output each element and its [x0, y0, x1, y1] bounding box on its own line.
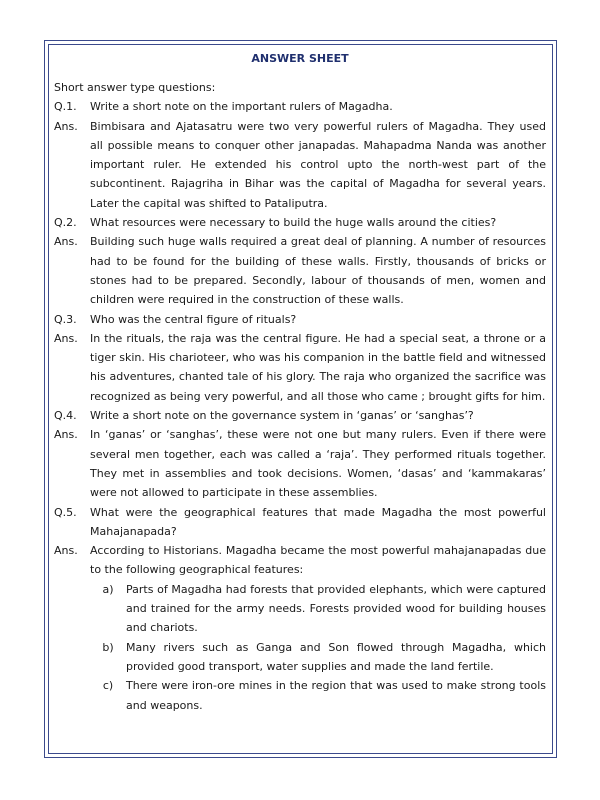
feature-list: [90, 580, 546, 715]
answer-text: Building such huge walls required a great deal of planning. A number of resources had to be found for the building of these walls. Firstly, thousands of bricks or stones had to be prepared. Secondly, labour of thousands of men, women and children were required in the construction of these walls.: [90, 235, 546, 307]
answer-label: Ans.: [54, 119, 78, 133]
page-title: ANSWER SHEET: [251, 52, 349, 65]
question-label: Q.2.: [54, 216, 77, 230]
question-text: Write a short note on the governance system in ‘ganas’ or ‘sanghas’?: [90, 409, 474, 423]
answer-row: [54, 425, 546, 502]
answer-label: Ans.: [54, 331, 78, 345]
question-row: [54, 406, 546, 425]
question-label: Q.5.: [54, 505, 77, 519]
answer-text: In the rituals, the raja was the central figure. He had a special seat, a throne or a tiger skin. His charioteer, who was his companion in the battle field and witnessed his adventures, chanted tale of his glory. The raja who organized the sacrifice was recognized as being very powerful, and all those who came ; brought gifts for him.: [90, 331, 546, 403]
question-row: [54, 503, 546, 542]
answer-row: [54, 117, 546, 213]
answer-row: [54, 541, 546, 715]
answer-body: [90, 541, 546, 715]
list-item-text: There were iron-ore mines in the region that was used to make strong tools and weapons.: [126, 679, 546, 712]
answer-text: Bimbisara and Ajatasatru were two very powerful rulers of Magadha. They used all possible means to conquer other janapadas. Mahapadma Nanda was another important ruler. He extended his control upto the north-west part of the subcontinent. Rajagriha in Bihar was the capital of Magadha for several years. Later the capital was shifted to Pataliputra.: [90, 119, 546, 210]
question-row: [54, 213, 546, 232]
list-item-label: a): [102, 582, 114, 596]
question-text: Write a short note on the important rulers of Magadha.: [90, 100, 393, 114]
answer-label: Ans.: [54, 544, 78, 558]
answer-text: In ‘ganas’ or ‘sanghas’, these were not one but many rulers. Even if there were several men together, each was called a ‘raja’. They performed rituals together. They met in assemblies and took decisions. Women, ‘dasas’ and ‘kammakaras’ were not allowed to participate in these assemblies.: [90, 428, 546, 500]
answer-label: Ans.: [54, 235, 78, 249]
list-item-text: Parts of Magadha had forests that provided elephants, which were captured and trained for the army needs. Forests provided wood for building houses and chariots.: [126, 582, 546, 635]
question-label: Q.4.: [54, 409, 77, 423]
question-label: Q.3.: [54, 312, 77, 326]
question-text: What were the geographical features that made Magadha the most powerful Mahajanapada?: [90, 505, 546, 538]
answer-text: According to Historians. Magadha became the most powerful mahajanapadas due to the following geographical features:: [90, 544, 546, 577]
answer-row: [54, 329, 546, 406]
list-item-text: Many rivers such as Ganga and Son flowed through Magadha, which provided good transport, water supplies and made the land fertile.: [126, 640, 546, 673]
question-row: [54, 310, 546, 329]
list-item-label: c): [102, 679, 114, 693]
list-item: [90, 638, 546, 677]
answer-label: Ans.: [54, 428, 78, 442]
question-label: Q.1.: [54, 100, 77, 114]
list-item-label: b): [102, 640, 114, 654]
question-text: What resources were necessary to build the huge walls around the cities?: [90, 216, 497, 230]
section-intro: Short answer type questions:: [54, 81, 216, 94]
answer-row: [54, 232, 546, 309]
list-item: [90, 580, 546, 638]
list-item: [90, 676, 546, 715]
question-text: Who was the central figure of rituals?: [90, 312, 297, 326]
question-row: [54, 97, 546, 116]
answer-sheet: [54, 48, 546, 715]
